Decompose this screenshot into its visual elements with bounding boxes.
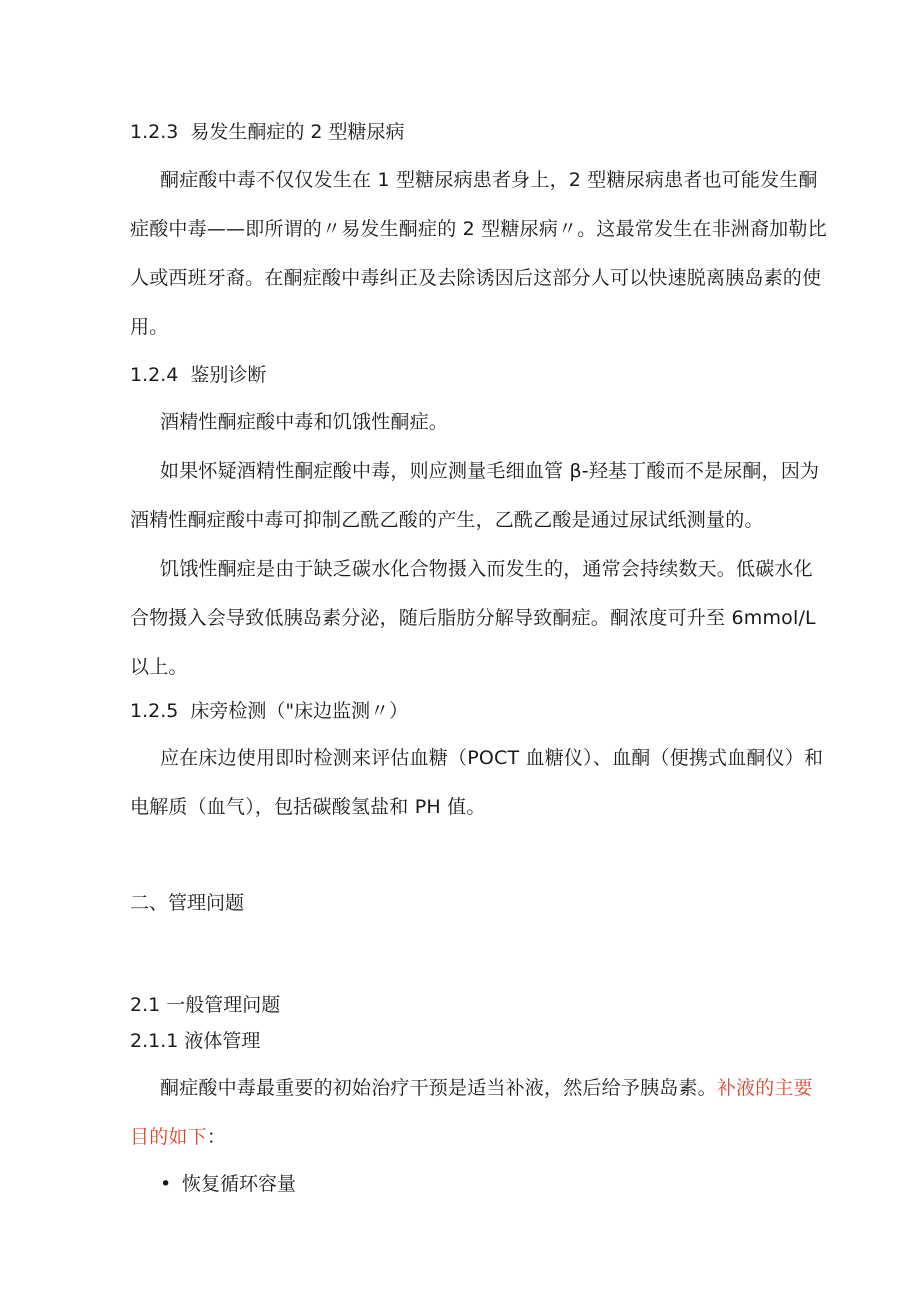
section-title: 床旁检测（"床边监测〃） [190, 700, 409, 722]
section-heading-1-2-3 [130, 119, 405, 145]
section-heading-1-2-4 [130, 362, 266, 388]
paragraph-ketosis-prone-diabetes: 酮症酸中毒不仅仅发生在 1 型糖尿病患者身上，2 型糖尿病患者也可能发生酮症酸中毒——即所谓的〃易发生酮症的 2 型糖尿病〃。这最常发生在非洲裔加勒比人或西班牙裔。在酮症酸中毒纠正及去除诱因后这部分人可以快速脱离胰岛素的使用。 [130, 169, 827, 338]
part-heading-management: 二、管理问题 [130, 892, 245, 914]
paragraph-differential-intro: 酒精性酮症酸中毒和饥饿性酮症。 [160, 411, 449, 433]
fluid-highlight-text: 补液的主要目的如下 [130, 1077, 813, 1148]
paragraph-point-of-care-testing: 应在床边使用即时检测来评估血糖（POCT 血糖仪）、血酮（便携式血酮仪）和电解质（血气），包括碳酸氢盐和 PH 值。 [130, 747, 824, 818]
bullet-text: 恢复循环容量 [182, 1173, 297, 1195]
paragraph-alcoholic-ketoacidosis: 如果怀疑酒精性酮症酸中毒，则应测量毛细血管 β-羟基丁酸而不是尿酮，因为酒精性酮症酸中毒可抑制乙酰乙酸的产生，乙酰乙酸是通过尿试纸测量的。 [130, 460, 820, 531]
section-heading-1-2-5 [130, 698, 408, 724]
section-number: 1.2.4 [130, 364, 179, 386]
bullet-item [160, 1171, 296, 1197]
section-number: 1.2.3 [130, 121, 179, 143]
section-heading-2-1: 2.1 一般管理问题 [130, 994, 281, 1016]
section-title: 鉴别诊断 [190, 364, 267, 386]
section-title: 易发生酮症的 2 型糖尿病 [190, 121, 405, 143]
paragraph-starvation-ketosis: 饥饿性酮症是由于缺乏碳水化合物摄入而发生的，通常会持续数天。低碳水化合物摄入会导致低胰岛素分泌，随后脂肪分解导致酮症。酮浓度可升至 6mmol/L 以上。 [130, 558, 816, 678]
section-heading-2-1-1: 2.1.1 液体管理 [130, 1030, 261, 1052]
bullet-dot-icon: • [160, 1173, 172, 1195]
fluid-colon: ： [206, 1126, 227, 1148]
section-number: 1.2.5 [130, 700, 179, 722]
paragraph-fluid-management [130, 1064, 830, 1162]
fluid-text: 酮症酸中毒最重要的初始治疗干预是适当补液，然后给予胰岛素。 [160, 1077, 717, 1099]
